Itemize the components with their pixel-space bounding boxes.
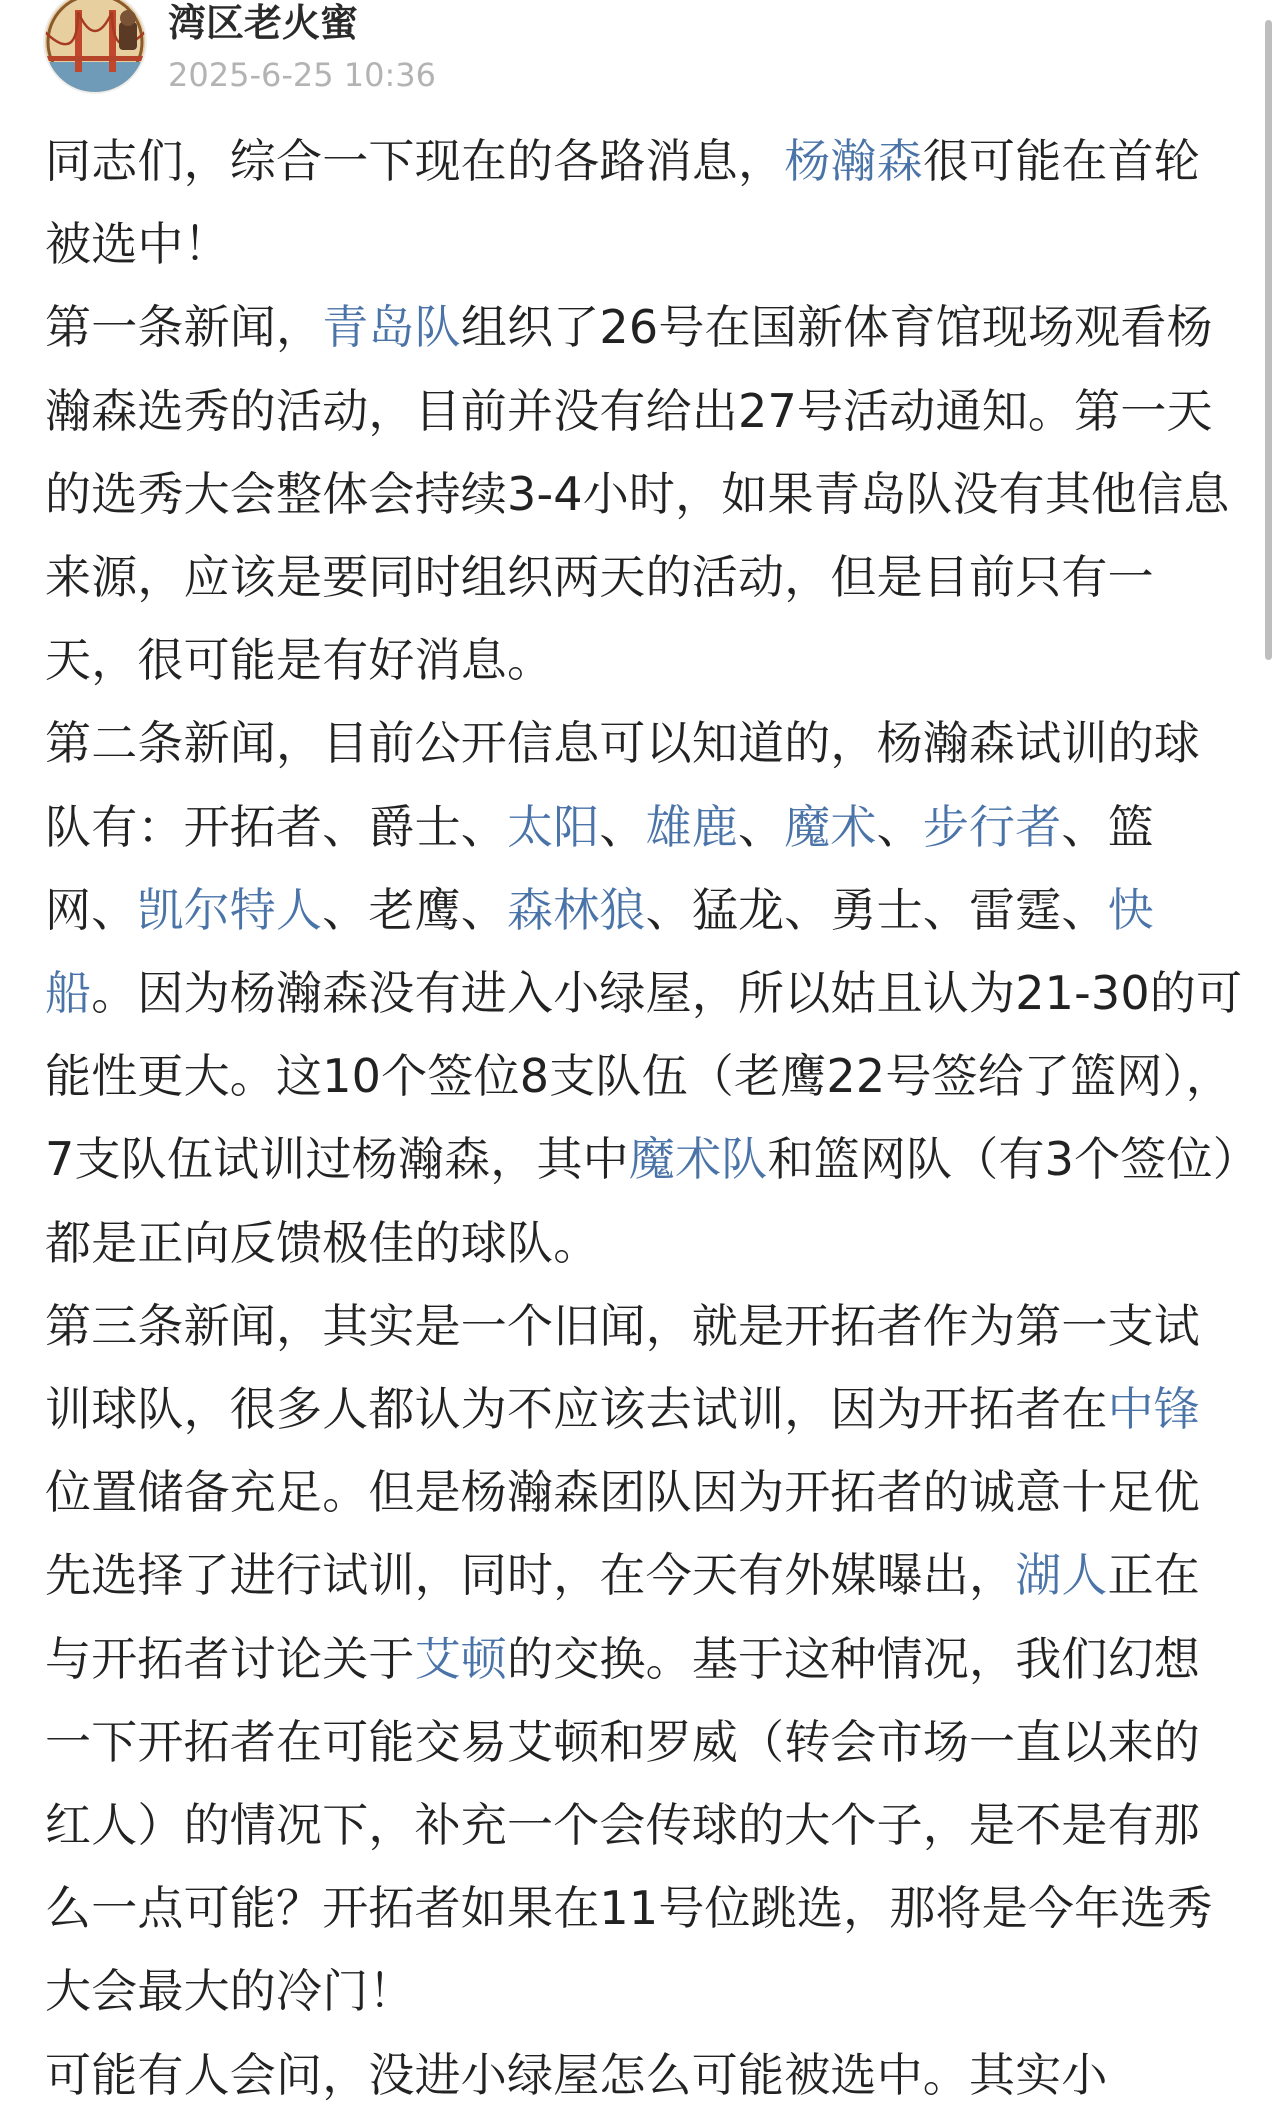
topic-link[interactable]: 雄鹿: [645, 799, 739, 854]
scrollbar-thumb[interactable]: [1265, 20, 1272, 660]
post-paragraph: [45, 120, 1245, 286]
paragraph-text: 同志们，综合一下现在的各路消息，: [45, 134, 785, 188]
post-body: [45, 120, 1245, 2117]
topic-link[interactable]: 魔术队: [628, 1132, 768, 1187]
paragraph-text: 的交换。基于这种情况，我们幻想一下开拓者在可能交易艾顿和罗威（转会市场一直以来的红人）的情况下，补充一个会传球的大个子，是不是有那么一点可能？开拓者如果在11号位跳选，那将是今年选秀大会最大的冷门！: [45, 1631, 1213, 2019]
topic-link[interactable]: 杨瀚森: [784, 134, 923, 188]
post-header: [0, 0, 1280, 100]
paragraph-text: 很可能在首轮被选中！: [45, 134, 1201, 272]
golden-gate-bridge-icon: [45, 0, 145, 92]
paragraph-text: 、老鹰、: [322, 882, 508, 937]
paragraph-text: 位置储备充足。但是杨瀚森团队因为开拓者的诚意十足优先选择了进行试训，同时，在今天有外媒曝出，: [45, 1465, 1200, 1603]
topic-link[interactable]: 步行者: [922, 799, 1062, 854]
topic-link[interactable]: 艾顿: [414, 1631, 508, 1686]
paragraph-text: 。因为杨瀚森没有进入小绿屋，所以姑且认为21-30的可能性更大。这10个签位8支队伍（老鹰22号签给了篮网），7支队伍试训过杨瀚森，其中: [45, 966, 1243, 1187]
author-name[interactable]: 湾区老火蜜: [168, 1, 359, 45]
paragraph-text: 第三条新闻，其实是一个旧闻，就是开拓者作为第一支试训球队，很多人都认为不应该去试训，因为开拓者在: [45, 1298, 1200, 1437]
topic-link[interactable]: 太阳: [507, 799, 600, 854]
topic-link[interactable]: 魔术: [784, 799, 877, 854]
post-paragraph: [45, 2034, 1245, 2117]
post-paragraph: [45, 702, 1245, 1284]
paragraph-text: 、篮网、: [45, 799, 1154, 937]
paragraph-text: 可能有人会问，没进小绿屋怎么可能被选中。其实小: [45, 2047, 1108, 2102]
paragraph-text: 第二条新闻，目前公开信息可以知道的，杨瀚森试训的球队有：开拓者、爵士、: [45, 716, 1200, 854]
author-avatar[interactable]: [45, 0, 145, 92]
post-paragraph: [45, 286, 1245, 702]
topic-link[interactable]: 凯尔特人: [137, 882, 323, 937]
paragraph-text: 第一条新闻，: [45, 300, 323, 355]
post-timestamp: 2025-6-25 10:36: [168, 56, 436, 94]
paragraph-text: 、: [876, 799, 923, 854]
paragraph-text: 、: [599, 799, 646, 854]
paragraph-text: 、: [738, 799, 785, 854]
paragraph-text: 组织了26号在国新体育馆现场观看杨瀚森选秀的活动，目前并没有给出27号活动通知。第一天的选秀大会整体会持续3-4小时，如果青岛队没有其他信息来源，应该是要同时组织两天的活动，但是目前只有一天，很可能是有好消息。: [45, 300, 1230, 688]
paragraph-text: 和篮网队（有3个签位）都是正向反馈极佳的球队。: [45, 1132, 1236, 1270]
topic-link[interactable]: 湖人: [1015, 1548, 1108, 1603]
topic-link[interactable]: 青岛队: [322, 300, 461, 355]
topic-link[interactable]: 森林狼: [507, 882, 646, 937]
topic-link[interactable]: 中锋: [1107, 1382, 1201, 1437]
topic-link[interactable]: 快船: [45, 882, 1154, 1021]
paragraph-text: 正在与开拓者讨论关于: [45, 1548, 1201, 1686]
post-paragraph: [45, 1285, 1245, 2034]
paragraph-text: 、猛龙、勇士、雷霆、: [645, 882, 1108, 937]
